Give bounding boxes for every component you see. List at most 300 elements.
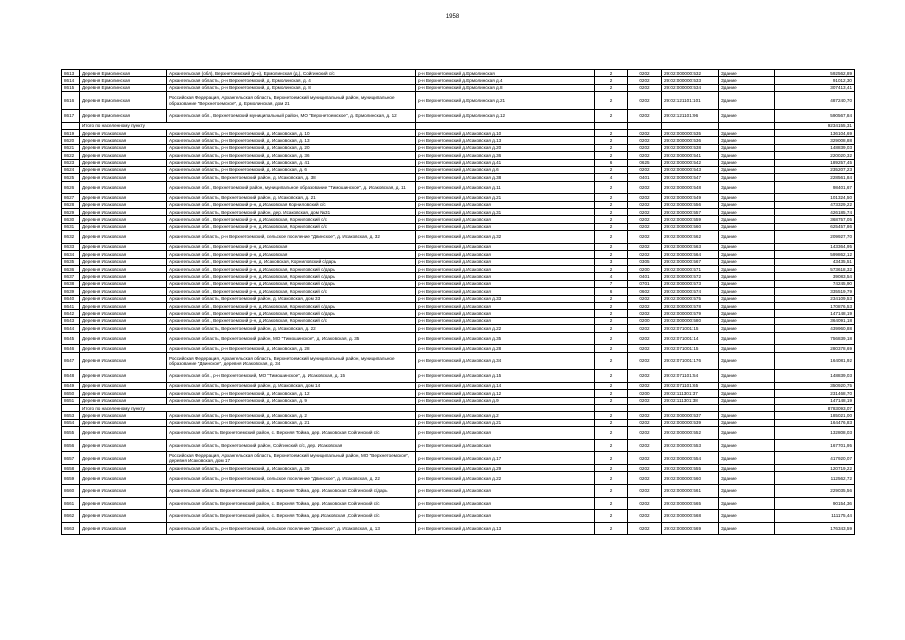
cadastral-number-cell: 29:02:000000:554 (662, 452, 719, 465)
settlement-name-cell: Деревня Исаковская (80, 510, 167, 523)
table-row (62, 427, 855, 440)
cadastral-number-cell: 29:02:000000:561 (662, 485, 719, 498)
cadastral-value-cell: 176343,59 (775, 522, 855, 535)
settlement-name-cell: Деревня Исаковская (80, 223, 167, 230)
cadastral-value-cell: 426185,74 (775, 209, 855, 216)
row-number-cell: 8646 (62, 345, 80, 352)
address-cell: Архангельская обл., Верхнетоемский р-н, д.Исаковская, Корниловский с/с (167, 216, 416, 223)
settlement-name-cell: Деревня Исаковская (80, 201, 167, 208)
class-cell: 2 (595, 129, 628, 136)
code-cell: 0200 (628, 390, 662, 397)
address-cell: Архангельская область Верхнетоемский район, с. Верхняя Тойма, дер. Исаковская Сойгинский с/дарь (167, 485, 416, 498)
location-description-cell: р-н Верхнетоемский д.Исаковская д.6 (416, 166, 595, 173)
row-number-cell: 8637 (62, 273, 80, 280)
table-row (62, 288, 855, 295)
table-row (62, 144, 855, 151)
cadastral-value-cell: 120719,22 (775, 465, 855, 472)
class-cell: 2 (595, 302, 628, 309)
settlement-name-cell: Деревня Исаковская (80, 370, 167, 383)
code-cell: 0202 (628, 345, 662, 352)
cadastral-number-cell: 29:02:071001:15 (662, 325, 719, 332)
cadastral-value-cell: 189257,45 (775, 159, 855, 166)
settlement-name-cell: Деревня Ермолинская (80, 92, 167, 110)
cadastral-value-cell: 235207,23 (775, 166, 855, 173)
address-cell: Архангельская область, р-н Верхнетоемский, д. Исаковская, д. 41 (167, 159, 416, 166)
row-number-cell: 8650 (62, 390, 80, 397)
cadastral-value-cell: 185021,00 (775, 412, 855, 419)
table-row (62, 280, 855, 287)
address-cell: Архангельская область, Верхнетоемский район, д. Исаковская, дом 33 (167, 295, 416, 302)
class-cell: 2 (595, 390, 628, 397)
object-type-cell: Здание (719, 510, 775, 523)
settlement-name-cell: Деревня Исаковская (80, 273, 167, 280)
location-description-cell: р-н Верхнетоемский д.Исаковская д.38 (416, 174, 595, 181)
location-description-cell: р-н Верхнетоемский д.Исаковская д.11 (416, 181, 595, 194)
class-cell: 2 (595, 201, 628, 208)
row-number-cell: 8640 (62, 295, 80, 302)
object-type-cell: Здание (719, 382, 775, 389)
class-cell: 2 (595, 485, 628, 498)
row-number-cell: 8631 (62, 223, 80, 230)
cadastral-number-cell: 29:02:121101:96 (662, 109, 719, 122)
object-type-cell: Здание (719, 427, 775, 440)
cadastral-value-cell: 592562,89 (775, 70, 855, 77)
location-description-cell: р-н Верхнетоемский д.Исаковская (416, 258, 595, 265)
class-cell: 2 (595, 231, 628, 244)
cadastral-value-cell: 228561,84 (775, 174, 855, 181)
object-type-cell: Здание (719, 231, 775, 244)
location-description-cell: р-н Верхнетоемский д.Исаковская д.20 (416, 144, 595, 151)
table-row (62, 332, 855, 345)
settlement-name-cell: Деревня Исаковская (80, 412, 167, 419)
address-cell: Архангельская область, р-н Верхнетоемский, д. Исаковская, д. 36 (167, 152, 416, 159)
table-row (62, 251, 855, 258)
table-row (62, 510, 855, 523)
object-type-cell: Здание (719, 465, 775, 472)
table-row (62, 310, 855, 317)
class-cell: 2 (595, 497, 628, 510)
cadastral-value-cell: 756839,18 (775, 332, 855, 345)
address-cell: Архангельская обл., р-н Верхнетоемский, МО "Тимошинское", д. Исаковская, д. 15 (167, 370, 416, 383)
code-cell: 0202 (628, 231, 662, 244)
row-number-cell: 8627 (62, 194, 80, 201)
settlement-name-cell: Деревня Исаковская (80, 166, 167, 173)
row-number-cell: 8616 (62, 92, 80, 110)
row-number-cell: 8633 (62, 243, 80, 250)
table-row (62, 201, 855, 208)
row-number-cell: 8651 (62, 397, 80, 404)
table-row (62, 325, 855, 332)
settlement-name-cell: Деревня Исаковская (80, 419, 167, 426)
code-cell: 0202 (628, 194, 662, 201)
location-description-cell: р-н Верхнетоемский д.Исаковская д.15 (416, 370, 595, 383)
row-number-cell: 8625 (62, 174, 80, 181)
code-cell: 0202 (628, 109, 662, 122)
class-cell: 2 (595, 412, 628, 419)
row-number-cell: 8653 (62, 412, 80, 419)
code-cell: 0202 (628, 181, 662, 194)
code-cell: 0202 (628, 209, 662, 216)
code-cell: 0200 (628, 317, 662, 324)
address-cell: Архангельская область, Верхнетоемский район, д. Исаковская, д. 21 (167, 194, 416, 201)
cadastral-number-cell: 29:02:000000:552 (662, 427, 719, 440)
settlement-name-cell: Деревня Исаковская (80, 485, 167, 498)
row-number-cell: 8624 (62, 166, 80, 173)
location-description-cell: р-н Верхнетоемский д.Исаковская д.36 (416, 152, 595, 159)
cadastral-value-cell: 98401,67 (775, 181, 855, 194)
settlement-name-cell: Деревня Исаковская (80, 522, 167, 535)
table-row (62, 181, 855, 194)
cadastral-number-cell: 29:02:000000:568 (662, 510, 719, 523)
location-description-cell: р-н Верхнетоемский д.Исаковская (416, 510, 595, 523)
class-cell: 2 (595, 70, 628, 77)
table-row (62, 194, 855, 201)
address-cell: Архангельская область, р-н Верхнетоемский, д. Исаковская, д. 12 (167, 390, 416, 397)
row-number-cell: 8654 (62, 419, 80, 426)
cadastral-number-cell: 29:02:000000:543 (662, 166, 719, 173)
cadastral-value-cell: 74245,90 (775, 280, 855, 287)
cadastral-value-cell: 164476,83 (775, 419, 855, 426)
code-cell: 0625 (628, 159, 662, 166)
settlement-name-cell: Деревня Ермолинская (80, 109, 167, 122)
class-cell: 2 (595, 144, 628, 151)
location-description-cell: р-н Верхнетоемский д.Исаковская (416, 427, 595, 440)
table-row (62, 522, 855, 535)
location-description-cell: р-н Верхнетоемский д.Исаковская (416, 201, 595, 208)
subtotal-label: Итого по населенному пункту (80, 405, 416, 412)
address-cell: Архангельская область Верхнетоемский район, с. Верхняя Тойма, дер. Исаковская Сойгинский с/с (167, 497, 416, 510)
table-row (62, 452, 855, 465)
address-cell: Архангельская область, Верхнетоемский район, д. Исаковская, д. 38 (167, 174, 416, 181)
row-number-cell: 8615 (62, 84, 80, 91)
cadastral-number-cell: 29:02:000000:557 (662, 209, 719, 216)
cadastral-value-cell: 368757,05 (775, 216, 855, 223)
code-cell: 0202 (628, 332, 662, 345)
cadastral-value-cell: 599862,12 (775, 251, 855, 258)
settlement-name-cell: Деревня Исаковская (80, 209, 167, 216)
table-row (62, 166, 855, 173)
class-cell: 2 (595, 510, 628, 523)
row-number-cell: 8621 (62, 144, 80, 151)
cadastral-value-cell: 573618,32 (775, 266, 855, 273)
object-type-cell: Здание (719, 77, 775, 84)
cadastral-value-cell: 364091,18 (775, 317, 855, 324)
object-type-cell: Здание (719, 258, 775, 265)
address-cell: Архангельская обл., Верхнетоемский р-н, д.Исаковская, Корниловский с/дарь (167, 310, 416, 317)
class-cell: 2 (595, 209, 628, 216)
class-cell: 2 (595, 382, 628, 389)
cadastral-number-cell: 29:02:000000:563 (662, 243, 719, 250)
cadastral-value-cell: 590567,84 (775, 109, 855, 122)
settlement-name-cell: Деревня Ермолинская (80, 77, 167, 84)
object-type-cell: Здание (719, 129, 775, 136)
cadastral-number-cell: 29:02:000000:579 (662, 310, 719, 317)
location-description-cell: р-н Верхнетоемский д.Исаковская д.9 (416, 397, 595, 404)
row-number-cell: 8643 (62, 317, 80, 324)
location-description-cell: р-н Верхнетоемский д.Ермолинская д.4 (416, 77, 595, 84)
settlement-name-cell: Деревня Исаковская (80, 382, 167, 389)
code-cell: 0202 (628, 129, 662, 136)
cadastral-value-cell: 234109,53 (775, 295, 855, 302)
empty-cell (595, 122, 628, 129)
class-cell: 2 (595, 77, 628, 84)
cadastral-value-cell: 473329,22 (775, 201, 855, 208)
location-description-cell: р-н Верхнетоемский д.Исаковская (416, 439, 595, 452)
code-cell: 0602 (628, 288, 662, 295)
cadastral-number-cell: 29:02:000000:572 (662, 273, 719, 280)
class-cell: 4 (595, 174, 628, 181)
settlement-name-cell: Деревня Исаковская (80, 452, 167, 465)
address-cell: Архангельская область, р-н Верхнетоемский, сельское поселение "Двинское", д. Исаковская, д. 32 (167, 231, 416, 244)
cadastral-number-cell: 29:02:000000:537 (662, 412, 719, 419)
cadastral-number-cell: 29:02:071101:65 (662, 382, 719, 389)
row-number-cell: 8648 (62, 370, 80, 383)
cadastral-value-cell: 91012,30 (775, 77, 855, 84)
empty-cell (595, 405, 628, 412)
cadastral-value-cell: 164081,92 (775, 352, 855, 370)
location-description-cell: р-н Верхнетоемский д.Исаковская д.31 (416, 209, 595, 216)
object-type-cell: Здание (719, 273, 775, 280)
settlement-name-cell: Деревня Исаковская (80, 317, 167, 324)
cadastral-value-cell: 111175,44 (775, 510, 855, 523)
cadastral-number-cell: 29:02:000000:556 (662, 201, 719, 208)
table-body (62, 70, 855, 535)
table-row (62, 137, 855, 144)
table-row (62, 70, 855, 77)
row-number-cell: 8661 (62, 497, 80, 510)
row-number-cell: 8628 (62, 201, 80, 208)
class-cell: 2 (595, 166, 628, 173)
class-cell: 2 (595, 223, 628, 230)
code-cell: 0202 (628, 382, 662, 389)
cadastral-value-cell: 136104,69 (775, 129, 855, 136)
object-type-cell: Здание (719, 397, 775, 404)
object-type-cell: Здание (719, 317, 775, 324)
table-row (62, 472, 855, 485)
object-type-cell: Здание (719, 266, 775, 273)
code-cell: 0202 (628, 70, 662, 77)
table-row (62, 231, 855, 244)
object-type-cell: Здание (719, 144, 775, 151)
class-cell: 2 (595, 92, 628, 110)
settlement-name-cell: Деревня Исаковская (80, 258, 167, 265)
object-type-cell: Здание (719, 194, 775, 201)
settlement-name-cell: Деревня Ермолинская (80, 70, 167, 77)
cadastral-number-cell: 29:02:000000:580 (662, 317, 719, 324)
row-number-cell: 8644 (62, 325, 80, 332)
settlement-name-cell: Деревня Исаковская (80, 174, 167, 181)
class-cell: 2 (595, 452, 628, 465)
cadastral-value-cell: 220020,32 (775, 152, 855, 159)
address-cell: Архангельская область, р-н Верхнетоемский, д. Ермолинская, д. 4 (167, 77, 416, 84)
settlement-name-cell: Деревня Исаковская (80, 137, 167, 144)
subtotal-label: Итого по населенному пункту (80, 122, 416, 129)
cadastral-number-cell: 29:02:000000:560 (662, 472, 719, 485)
location-description-cell: р-н Верхнетоемский д.Исаковская д.41 (416, 159, 595, 166)
address-cell: Архангельская обл., Верхнетоемский р-н, д.Исаковская, Корниловский с/с (167, 223, 416, 230)
cadastral-number-cell: 29:02:000000:533 (662, 77, 719, 84)
settlement-name-cell: Деревня Исаковская (80, 152, 167, 159)
code-cell: 0202 (628, 243, 662, 250)
address-cell: Архангельская область, Верхнетоемский район, Сойгинский с/с, дер. Исаковская (167, 439, 416, 452)
table-row (62, 129, 855, 136)
class-cell: 2 (595, 522, 628, 535)
class-cell: 2 (595, 465, 628, 472)
code-cell: 0202 (628, 166, 662, 173)
settlement-name-cell: Деревня Исаковская (80, 251, 167, 258)
code-cell: 0202 (628, 497, 662, 510)
cadastral-value-cell: 148839,03 (775, 144, 855, 151)
code-cell: 0202 (628, 419, 662, 426)
object-type-cell: Здание (719, 419, 775, 426)
row-number-cell: 8655 (62, 427, 80, 440)
cadastral-value-cell: 143364,95 (775, 243, 855, 250)
row-number-cell (62, 122, 80, 129)
empty-cell (628, 405, 662, 412)
code-cell: 0202 (628, 295, 662, 302)
object-type-cell: Здание (719, 251, 775, 258)
row-number-cell: 8660 (62, 485, 80, 498)
cadastral-number-cell: 29:02:000000:548 (662, 181, 719, 194)
object-type-cell: Здание (719, 92, 775, 110)
object-type-cell: Здание (719, 302, 775, 309)
location-description-cell: р-н Верхнетоемский д.Исаковская д.13 (416, 522, 595, 535)
class-cell: 2 (595, 427, 628, 440)
row-number-cell: 8622 (62, 152, 80, 159)
location-description-cell: р-н Верхнетоемский д.Исаковская (416, 273, 595, 280)
settlement-name-cell: Деревня Исаковская (80, 295, 167, 302)
empty-cell (719, 405, 775, 412)
address-cell: Архангельская область, р-н Верхнетоемский, сельское поселение "Двинское", д. Исаковская, д. 13 (167, 522, 416, 535)
address-cell: Российская Федерация, Архангельская область, Верхнетоемский муниципальный район, муниципальное образование "Двинское", деревня Исаковская, д. 34 (167, 352, 416, 370)
settlement-name-cell: Деревня Исаковская (80, 266, 167, 273)
table-row (62, 109, 855, 122)
code-cell: 0202 (628, 223, 662, 230)
cadastral-value-cell: 39083,54 (775, 273, 855, 280)
object-type-cell: Здание (719, 209, 775, 216)
object-type-cell: Здание (719, 70, 775, 77)
address-cell: Архангельская область, Верхнетоемский район, д. Исаковская, дом 14 (167, 382, 416, 389)
code-cell: 0200 (628, 266, 662, 273)
page-number: 1958 (445, 14, 460, 20)
object-type-cell: Здание (719, 390, 775, 397)
address-cell: Архангельская область Верхнетоемский район, с. Верхняя Тойма, дер. Исаковская Сойгинский с/с (167, 427, 416, 440)
settlement-name-cell: Деревня Исаковская (80, 397, 167, 404)
object-type-cell: Здание (719, 137, 775, 144)
settlement-name-cell: Деревня Исаковская (80, 243, 167, 250)
cadastral-number-cell: 29:02:071001:15 (662, 345, 719, 352)
cadastral-number-cell: 29:02:000000:578 (662, 302, 719, 309)
table-row (62, 352, 855, 370)
row-number-cell: 8636 (62, 266, 80, 273)
address-cell: Архангельская область, р-н Верхнетоемский, д. Исаковская, д. 6 (167, 166, 416, 173)
cadastral-number-cell: 29:02:111301:37 (662, 390, 719, 397)
code-cell: 0202 (628, 325, 662, 332)
row-number-cell: 8658 (62, 465, 80, 472)
object-type-cell: Здание (719, 181, 775, 194)
cadastral-value-cell: 280378,69 (775, 345, 855, 352)
code-cell: 0202 (628, 370, 662, 383)
address-cell: Архангельская область, р-н Верхнетоемский, д. Исаковская, д. 2 (167, 412, 416, 419)
cadastral-number-cell: 29:02:000000:555 (662, 465, 719, 472)
cadastral-number-cell: 29:02:000000:539 (662, 419, 719, 426)
cadastral-number-cell: 29:02:000000:534 (662, 84, 719, 91)
class-cell: 4 (595, 273, 628, 280)
location-description-cell: р-н Верхнетоемский д.Исаковская (416, 485, 595, 498)
address-cell: Архангельская область, Верхнетоемский район, МО "Тимошинское", д. Исаковская, д. 35 (167, 332, 416, 345)
location-description-cell: р-н Верхнетоемский д.Исаковская (416, 280, 595, 287)
code-cell: 0701 (628, 280, 662, 287)
location-description-cell: р-н Верхнетоемский д.Ермолинская д.12 (416, 109, 595, 122)
row-number-cell: 8614 (62, 77, 80, 84)
location-description-cell: р-н Верхнетоемский д.Исаковская (416, 216, 595, 223)
cadastral-value-cell: 335519,79 (775, 288, 855, 295)
address-cell: Архангельская обл., Верхнетоемский р-н, д.Исаковская (167, 243, 416, 250)
settlement-name-cell: Деревня Исаковская (80, 439, 167, 452)
address-cell: Архангельская обл., Верхнетоемский р-н, д.Исаковская Корниловский с/с (167, 201, 416, 208)
location-description-cell: р-н Верхнетоемский д.Исаковская (416, 497, 595, 510)
class-cell: 2 (595, 181, 628, 194)
class-cell: 6 (595, 288, 628, 295)
class-cell: 2 (595, 439, 628, 452)
code-cell: 0305 (628, 258, 662, 265)
cadastral-value-cell: 625457,86 (775, 223, 855, 230)
row-number-cell: 8647 (62, 352, 80, 370)
settlement-name-cell: Деревня Исаковская (80, 216, 167, 223)
object-type-cell: Здание (719, 243, 775, 250)
row-number-cell: 8657 (62, 452, 80, 465)
settlement-name-cell: Деревня Исаковская (80, 129, 167, 136)
class-cell: 2 (595, 216, 628, 223)
table-row (62, 84, 855, 91)
object-type-cell: Здание (719, 166, 775, 173)
cadastral-number-cell: 29:02:111301:38 (662, 397, 719, 404)
class-cell: 2 (595, 345, 628, 352)
table-row (62, 317, 855, 324)
address-cell: Архангельская обл., Верхнетоемский р-н, д.Исаковская, Корниловский с/дарь (167, 302, 416, 309)
empty-cell (416, 122, 595, 129)
table-row (62, 390, 855, 397)
code-cell: 0202 (628, 465, 662, 472)
code-cell: 0202 (628, 302, 662, 309)
row-number-cell: 8620 (62, 137, 80, 144)
code-cell: 0202 (628, 144, 662, 151)
subtotal-row (62, 405, 855, 412)
cadastral-register-table (61, 69, 855, 535)
class-cell: 2 (595, 419, 628, 426)
location-description-cell: р-н Верхнетоемский д.Исаковская д.17 (416, 452, 595, 465)
location-description-cell: р-н Верхнетоемский д.Исаковская (416, 266, 595, 273)
cadastral-number-cell: 29:02:000000:571 (662, 266, 719, 273)
row-number-cell: 8617 (62, 109, 80, 122)
row-number-cell: 8638 (62, 280, 80, 287)
subtotal-value: 8783093,07 (775, 405, 855, 412)
cadastral-number-cell: 29:02:000000:549 (662, 194, 719, 201)
code-cell: 0202 (628, 522, 662, 535)
location-description-cell: р-н Верхнетоемский д.Исаковская д.12 (416, 390, 595, 397)
cadastral-value-cell: 417920,07 (775, 452, 855, 465)
table-row (62, 223, 855, 230)
address-cell: Архангельская область, Верхнетоемский район, д. Исаковская, д. 22 (167, 325, 416, 332)
code-cell: 0202 (628, 352, 662, 370)
cadastral-number-cell: 29:02:000000:574 (662, 288, 719, 295)
settlement-name-cell: Деревня Исаковская (80, 280, 167, 287)
object-type-cell: Здание (719, 452, 775, 465)
row-number-cell: 8662 (62, 510, 80, 523)
row-number-cell: 8630 (62, 216, 80, 223)
cadastral-value-cell: 487240,70 (775, 92, 855, 110)
table-row (62, 412, 855, 419)
